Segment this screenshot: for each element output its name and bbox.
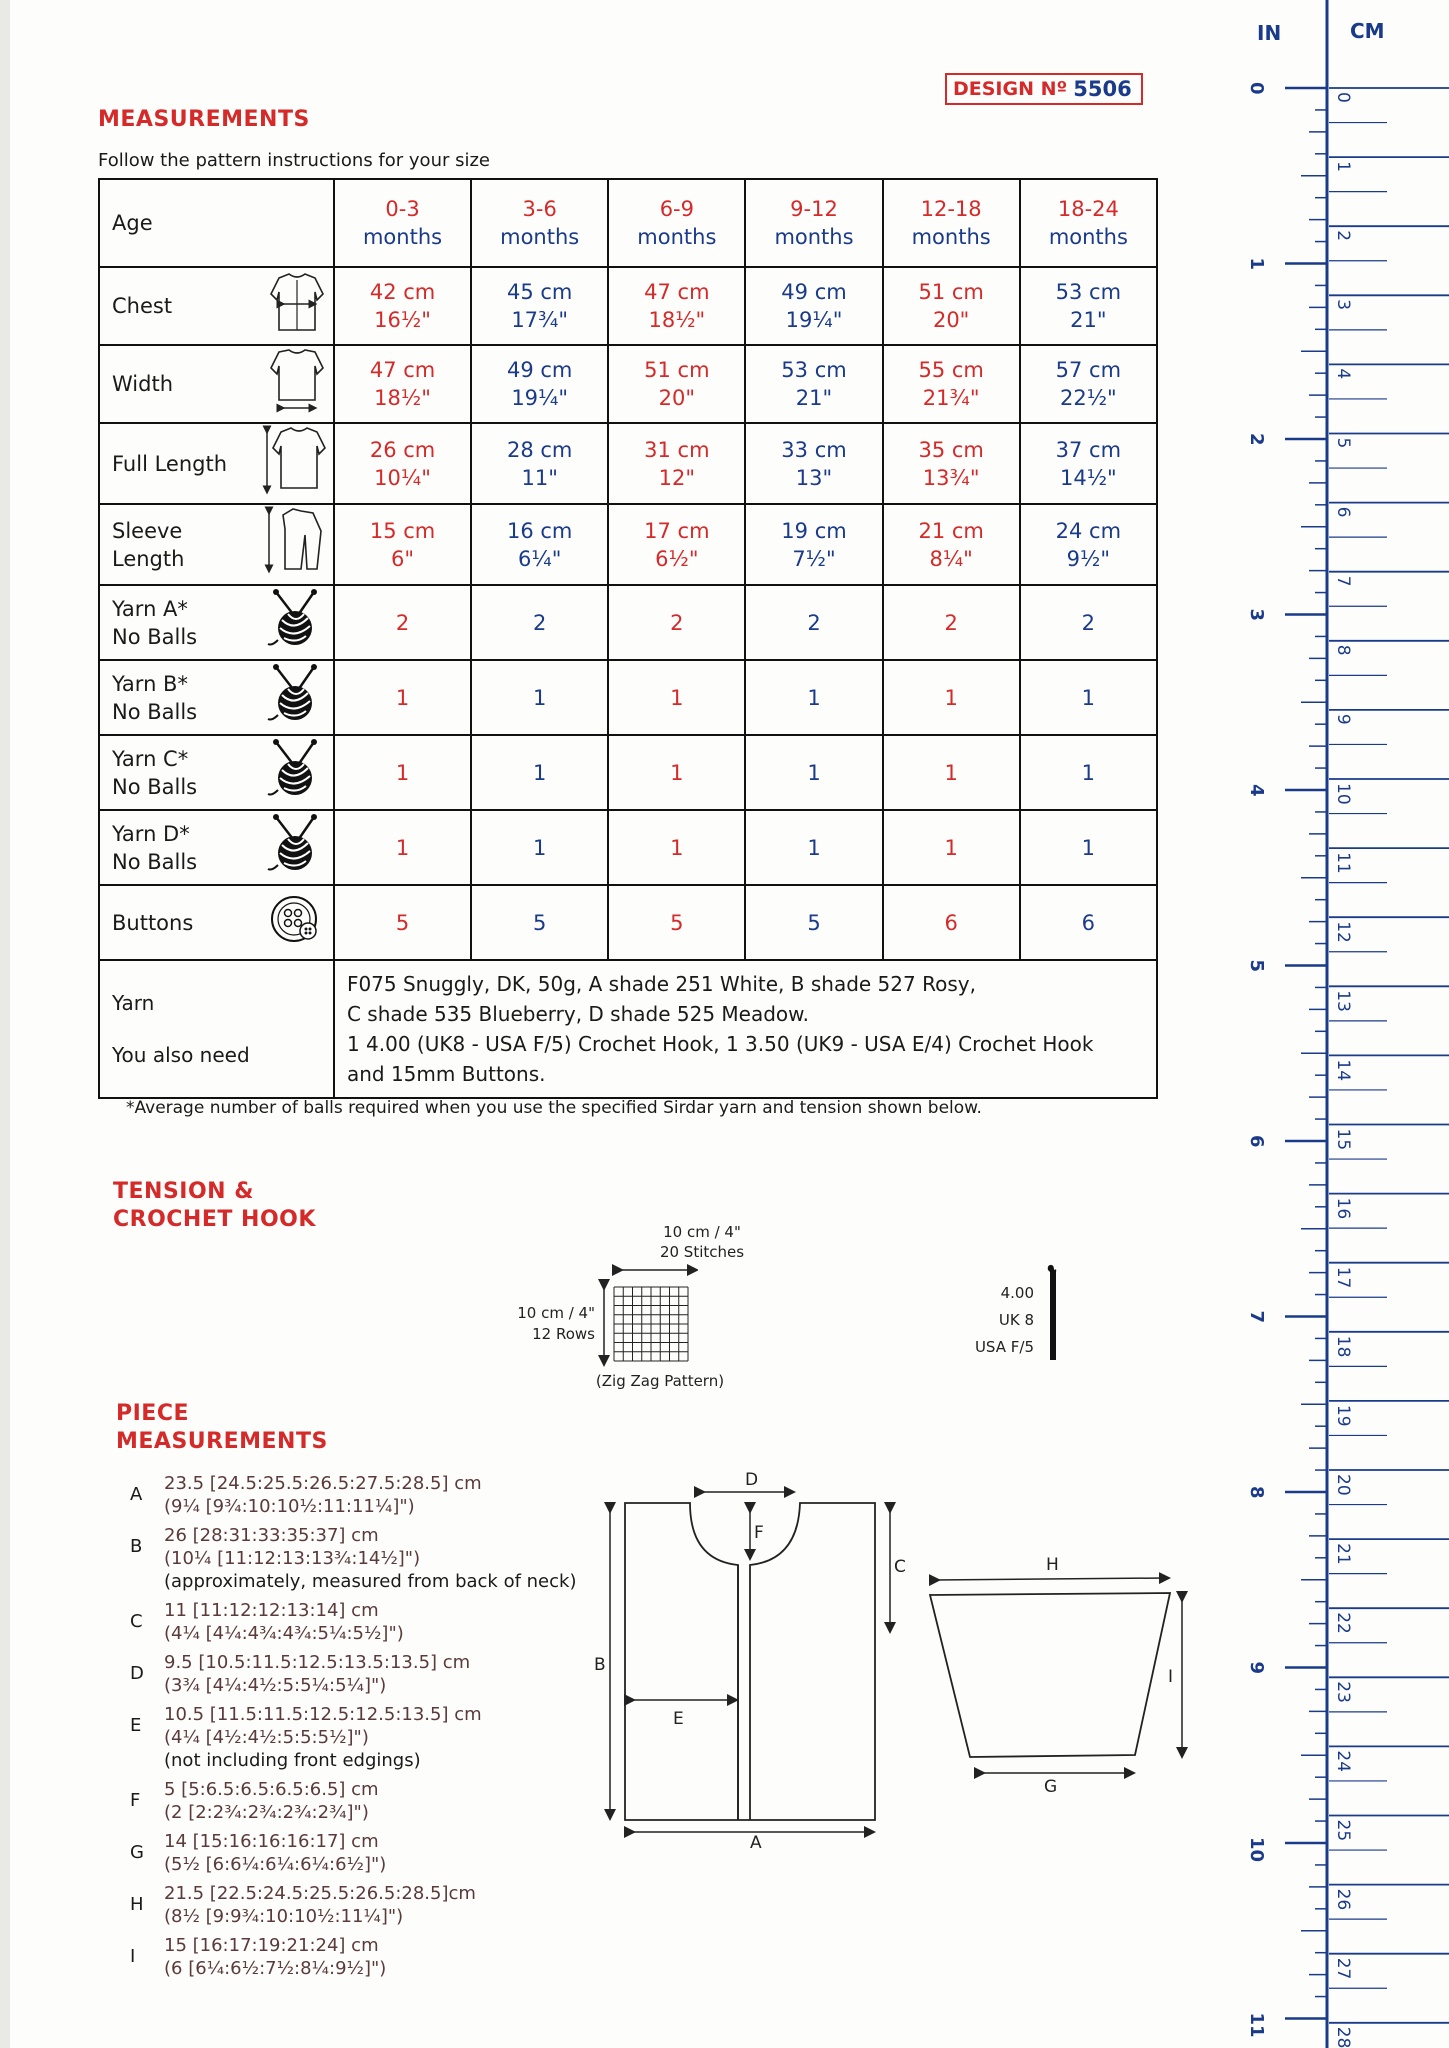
ruler-cm-number: 20: [1333, 1474, 1353, 1496]
value-cm: 51 cm: [644, 358, 710, 382]
sleeve-piece-diagram: [920, 1545, 1190, 1795]
diagram-label-d: D: [745, 1470, 759, 1490]
measurement-cell: [883, 267, 1020, 345]
value-inches: 13": [795, 465, 833, 490]
ruler-cm-number: 24: [1333, 1750, 1353, 1773]
value-inches: 9½": [1066, 546, 1111, 571]
tension-title-line-1: TENSION &: [113, 1179, 254, 1204]
measurements-table: [98, 178, 1158, 1099]
piece-measurement-item: [130, 1703, 600, 1772]
ruler-cm-number: 16: [1333, 1197, 1353, 1220]
row-label: Full Length: [99, 423, 259, 504]
ruler-inch-number: 11: [1246, 2012, 1267, 2038]
measurement-cell: [471, 345, 608, 423]
measurement-row: [99, 423, 1157, 504]
ruler-cm-number: 25: [1333, 1819, 1353, 1842]
size-range: 0-3: [385, 197, 420, 221]
measurement-cell: [745, 267, 882, 345]
yarn-balls-label: No Balls: [112, 849, 198, 874]
yarn-count-cell: 1: [608, 660, 745, 735]
piece-measurement-item: [130, 1830, 600, 1876]
measurement-cell: [1020, 345, 1157, 423]
yarn-count-cell: 2: [608, 585, 745, 660]
length-diagram-icon: [259, 423, 334, 504]
diagram-label-b: B: [594, 1655, 606, 1675]
design-number-box: [945, 73, 1143, 105]
hook-usa: USA F/5: [974, 1338, 1034, 1356]
yarn-ball-icon: [259, 585, 334, 660]
buttons-row: [99, 885, 1157, 960]
value-inches: 8¼": [929, 546, 973, 571]
piece-measurements-list: [130, 1472, 600, 1986]
design-label: DESIGN Nº: [953, 78, 1068, 100]
yarn-count-cell: 1: [745, 660, 882, 735]
piece-title-line-2: MEASUREMENTS: [116, 1429, 328, 1454]
yarn-row: [99, 810, 1157, 885]
yarn-count-cell: 2: [883, 585, 1020, 660]
button-icon: [259, 885, 334, 960]
tension-title-line-2: CROCHET HOOK: [113, 1207, 316, 1232]
size-unit: months: [637, 225, 717, 249]
yarn-count-cell: 1: [883, 660, 1020, 735]
measurement-row: [99, 267, 1157, 345]
yarn-count-cell: 2: [745, 585, 882, 660]
yarn-count-cell: 1: [1020, 660, 1157, 735]
size-header: [471, 179, 608, 267]
ruler-cm-number: 13: [1333, 990, 1353, 1012]
piece-value-in: (5½ [6:6¼:6¼:6¼:6½]"): [164, 1854, 387, 1875]
value-cm: 37 cm: [1055, 437, 1122, 462]
also-need-label: You also need: [112, 1043, 250, 1067]
value-inches: 11": [521, 465, 558, 490]
piece-measurement-item: [130, 1472, 600, 1518]
yarn-name: Yarn B*: [112, 671, 188, 696]
yarn-count-cell: 1: [334, 735, 471, 810]
piece-letter: I: [130, 1946, 136, 1967]
diagram-label-f: F: [754, 1523, 764, 1543]
buttons-count-cell: 5: [745, 885, 882, 960]
yarn-count-cell: 1: [334, 660, 471, 735]
size-header: [608, 179, 745, 267]
piece-value-in: (10¼ [11:12:13:13¾:14½]"): [164, 1548, 421, 1569]
piece-value-cm: 15 [16:17:19:21:24] cm: [164, 1935, 379, 1956]
yarn-count-cell: 1: [883, 810, 1020, 885]
measurement-cell: [745, 504, 882, 585]
diagram-label-h: H: [1046, 1555, 1059, 1575]
size-range: 6-9: [659, 197, 694, 221]
width-diagram-icon: [259, 345, 334, 423]
measurement-cell: [745, 423, 882, 504]
value-inches: 16½": [374, 308, 431, 332]
materials-line: F075 Snuggly, DK, 50g, A shade 251 White, B shade 527 Rosy,: [346, 972, 976, 996]
measurement-cell: [334, 267, 471, 345]
yarn-count-cell: 1: [745, 735, 882, 810]
piece-measurements-title: [116, 1400, 328, 1456]
value-inches: 6½": [655, 546, 699, 571]
ruler-in-label: IN: [1257, 21, 1282, 45]
diagram-label-i: I: [1168, 1667, 1174, 1687]
ruler-cm-label: CM: [1350, 19, 1385, 43]
value-cm: 17 cm: [644, 518, 710, 543]
piece-value-cm: 5 [5:6.5:6.5:6.5:6.5] cm: [164, 1779, 379, 1800]
ruler-cm-number: 26: [1333, 1888, 1353, 1911]
piece-letter: B: [130, 1536, 143, 1557]
diagram-label-a: A: [750, 1833, 762, 1853]
yarn-name: Yarn A*: [112, 596, 188, 621]
value-cm: 53 cm: [1055, 280, 1122, 304]
yarn-count-cell: 1: [334, 810, 471, 885]
ruler-inch-number: 2: [1246, 433, 1267, 446]
piece-letter: E: [130, 1715, 142, 1736]
value-cm: 16 cm: [506, 518, 573, 543]
size-range: 18-24: [1057, 197, 1119, 221]
size-unit: months: [774, 225, 854, 249]
value-inches: 13¾": [922, 465, 980, 490]
measurement-cell: [1020, 267, 1157, 345]
value-cm: 49 cm: [781, 280, 847, 304]
measurement-cell: [608, 267, 745, 345]
measurements-title: MEASUREMENTS: [98, 107, 310, 132]
value-inches: 18½": [648, 308, 706, 332]
ruler-inch-number: 1: [1246, 257, 1267, 271]
ruler-cm-number: 19: [1333, 1404, 1353, 1427]
size-header: [334, 179, 471, 267]
size-unit: months: [362, 225, 443, 249]
value-inches: 10¼": [374, 465, 431, 490]
value-cm: 33 cm: [781, 437, 847, 462]
value-cm: 35 cm: [918, 437, 984, 462]
yarn-count-cell: 2: [1020, 585, 1157, 660]
yarn-name: Yarn D*: [112, 821, 190, 846]
yarn-row: [99, 660, 1157, 735]
yarn-ball-icon: [259, 660, 334, 735]
value-cm: 15 cm: [369, 518, 436, 543]
ruler-cm-number: 18: [1333, 1335, 1353, 1358]
piece-value-in: (9¼ [9¾:10:10½:11:11¼]"): [164, 1496, 415, 1517]
row-label: Width: [99, 345, 259, 423]
size-unit: months: [1048, 225, 1128, 249]
piece-measurement-item: [130, 1651, 600, 1697]
yarn-label: [99, 810, 259, 885]
row-label: Chest: [99, 267, 259, 345]
value-inches: 17¾": [511, 308, 569, 332]
materials-line: and 15mm Buttons.: [346, 1062, 546, 1086]
value-inches: 21¾": [922, 386, 980, 410]
value-cm: 47 cm: [644, 280, 710, 304]
ruler-cm-number: 27: [1333, 1957, 1353, 1980]
yarn-row: [99, 585, 1157, 660]
tension-width-label: 10 cm / 4": [663, 1223, 741, 1241]
value-inches: 20": [658, 386, 696, 410]
materials-line: C shade 535 Blueberry, D shade 525 Meadow.: [346, 1002, 810, 1026]
ruler-cm-number: 12: [1333, 921, 1353, 943]
measurement-cell: [471, 504, 608, 585]
value-cm: 47 cm: [369, 358, 436, 382]
yarn-count-cell: 1: [745, 810, 882, 885]
measurement-cell: [883, 423, 1020, 504]
piece-value-cm: 14 [15:16:16:16:17] cm: [164, 1831, 379, 1852]
piece-value-cm: 9.5 [10.5:11.5:12.5:13.5:13.5] cm: [164, 1652, 471, 1673]
measurement-cell: [608, 423, 745, 504]
piece-title-line-1: PIECE: [116, 1401, 190, 1426]
ruler-cm-number: 5: [1333, 437, 1353, 449]
value-inches: 19¼": [511, 386, 569, 410]
measurement-cell: [1020, 423, 1157, 504]
measurement-row: [99, 504, 1157, 585]
yarn-ball-icon: [259, 810, 334, 885]
value-cm: 42 cm: [369, 280, 436, 304]
hook-size: 4.00: [1000, 1284, 1034, 1302]
ruler-cm-number: 6: [1333, 506, 1353, 518]
piece-value-note: (not including front edgings): [164, 1750, 421, 1771]
ruler-cm-number: 8: [1333, 644, 1353, 656]
yarn-balls-label: No Balls: [112, 699, 198, 724]
ruler-inch-number: 7: [1246, 1310, 1267, 1324]
yarn-count-cell: 2: [334, 585, 471, 660]
tension-swatch-diagram: [598, 1255, 698, 1375]
value-inches: 21": [1070, 308, 1107, 332]
ruler-inch-number: 5: [1246, 959, 1267, 973]
measurement-cell: [608, 345, 745, 423]
yarn-label: [99, 735, 259, 810]
measurement-cell: [334, 504, 471, 585]
ruler-inch-number: 8: [1246, 1486, 1267, 1499]
value-cm: 26 cm: [369, 437, 436, 462]
yarn-count-cell: 2: [471, 585, 608, 660]
yarn-count-cell: 1: [1020, 735, 1157, 810]
size-range: 3-6: [522, 197, 557, 221]
ruler-cm-number: 22: [1333, 1612, 1353, 1634]
yarn-count-cell: 1: [608, 810, 745, 885]
measurement-cell: [334, 345, 471, 423]
yarn-label: [99, 660, 259, 735]
yarn-count-cell: 1: [471, 735, 608, 810]
value-inches: 6": [391, 546, 415, 571]
piece-value-cm: 11 [11:12:12:13:14] cm: [164, 1600, 379, 1621]
size-header: [1020, 179, 1157, 267]
crochet-hook-icon: [1042, 1262, 1066, 1364]
size-range: 9-12: [790, 197, 838, 221]
ruler-inch-number: 6: [1246, 1135, 1267, 1148]
sleeve-diagram-icon: [259, 504, 334, 585]
value-inches: 22½": [1059, 386, 1117, 410]
ruler-cm-number: 10: [1333, 783, 1353, 805]
buttons-count-cell: 5: [471, 885, 608, 960]
value-inches: 20": [932, 308, 970, 332]
materials-text: [334, 960, 1157, 1098]
buttons-count-cell: 5: [334, 885, 471, 960]
yarn-balls-label: No Balls: [112, 774, 198, 799]
measurement-cell: [883, 345, 1020, 423]
measurement-cell: [745, 345, 882, 423]
value-cm: 55 cm: [918, 358, 984, 382]
value-cm: 51 cm: [918, 280, 984, 304]
row-label: Sleeve Length: [99, 504, 259, 585]
buttons-count-cell: 6: [1020, 885, 1157, 960]
piece-letter: H: [130, 1894, 144, 1915]
ruler-cm-number: 28: [1333, 2026, 1353, 2048]
hook-uk: UK 8: [998, 1311, 1034, 1329]
hook-labels: [958, 1280, 1034, 1361]
ruler-inch-number: 4: [1246, 784, 1267, 797]
buttons-count-cell: 5: [608, 885, 745, 960]
tension-height-label: 10 cm / 4": [517, 1304, 595, 1322]
value-cm: 45 cm: [506, 280, 573, 304]
ruler-inch-number: 0: [1246, 82, 1267, 95]
ruler-cm-number: 9: [1333, 713, 1353, 725]
value-cm: 24 cm: [1055, 518, 1122, 543]
value-inches: 7½": [792, 546, 836, 571]
yarn-row: [99, 735, 1157, 810]
ruler-cm-number: 23: [1333, 1681, 1353, 1703]
value-cm: 53 cm: [781, 358, 847, 382]
size-header: [883, 179, 1020, 267]
piece-value-in: (2 [2:2¾:2¾:2¾:2¾]"): [164, 1802, 369, 1823]
ruler-cm-number: 7: [1333, 575, 1353, 587]
piece-measurement-item: [130, 1934, 600, 1980]
diagram-label-g: G: [1044, 1777, 1058, 1795]
value-inches: 21": [795, 386, 833, 410]
ruler-cm-number: 3: [1333, 299, 1353, 311]
yarn-name: Yarn C*: [112, 746, 189, 771]
piece-measurement-item: [130, 1599, 600, 1645]
measurement-cell: [471, 423, 608, 504]
value-inches: 14½": [1059, 465, 1117, 490]
value-inches: 18½": [374, 386, 431, 410]
piece-value-in: (6 [6¼:6½:7½:8¼:9½]"): [164, 1958, 387, 1979]
ruler-cm-number: 4: [1333, 368, 1353, 380]
tension-rows: 12 Rows: [532, 1325, 595, 1343]
piece-letter: D: [130, 1663, 144, 1684]
ruler-cm-number: 17: [1333, 1266, 1353, 1289]
ruler-cm-number: 1: [1333, 161, 1353, 172]
piece-value-in: (4¼ [4¼:4¾:4¾:5¼:5½]"): [164, 1623, 404, 1644]
value-cm: 28 cm: [506, 437, 573, 462]
size-range: 12-18: [920, 197, 982, 221]
piece-value-cm: 23.5 [24.5:25.5:26.5:27.5:28.5] cm: [164, 1473, 482, 1494]
piece-value-in: (3¾ [4¼:4½:5:5¼:5¼]"): [164, 1675, 387, 1696]
ruler-cm-number: 21: [1333, 1543, 1353, 1565]
yarn-section-label: Yarn: [112, 991, 155, 1015]
value-cm: 21 cm: [918, 518, 984, 543]
ruler-cm-number: 11: [1333, 852, 1353, 874]
value-cm: 19 cm: [781, 518, 847, 543]
tension-title: [113, 1178, 316, 1234]
measurements-subtitle: Follow the pattern instructions for your size: [98, 150, 491, 171]
measurement-cell: [334, 423, 471, 504]
piece-measurement-item: [130, 1524, 600, 1593]
piece-letter: A: [130, 1484, 143, 1505]
value-cm: 57 cm: [1055, 358, 1122, 382]
value-inches: 12": [658, 465, 696, 490]
buttons-count-cell: 6: [883, 885, 1020, 960]
piece-value-cm: 10.5 [11.5:11.5:12.5:12.5:13.5] cm: [164, 1704, 482, 1725]
ruler-cm-number: 14: [1333, 1059, 1353, 1082]
yarn-count-cell: 1: [1020, 810, 1157, 885]
measurement-cell: [608, 504, 745, 585]
piece-measurement-item: [130, 1882, 600, 1928]
page-edge: [0, 0, 10, 2048]
piece-letter: C: [130, 1611, 143, 1632]
ruler-inch-number: 3: [1246, 608, 1267, 622]
value-cm: 31 cm: [644, 437, 710, 462]
yarn-ball-icon: [259, 735, 334, 810]
body-piece-diagram: [590, 1460, 910, 1860]
measurement-cell: [471, 267, 608, 345]
row-label-age: Age: [99, 179, 259, 267]
piece-value-in: (8½ [9:9¾:10:10½:11¼]"): [164, 1906, 404, 1927]
tension-pattern-label: (Zig Zag Pattern): [595, 1372, 725, 1390]
measurement-cell: [1020, 504, 1157, 585]
piece-letter: F: [130, 1790, 141, 1811]
diagram-label-e: E: [673, 1709, 684, 1729]
piece-letter: G: [130, 1842, 144, 1863]
diagram-label-c: C: [894, 1557, 906, 1577]
yarn-label: [99, 585, 259, 660]
tension-stitches: 20 Stitches: [659, 1243, 745, 1261]
footnote: *Average number of balls required when you use the specified Sirdar yarn and tension shown below.: [126, 1098, 982, 1118]
measuring-ruler: [1205, 0, 1449, 2048]
measurement-row: [99, 345, 1157, 423]
buttons-label: Buttons: [99, 885, 259, 960]
design-number: 5506: [1073, 77, 1132, 101]
yarn-count-cell: 1: [883, 735, 1020, 810]
materials-row: [99, 960, 1157, 1098]
yarn-count-cell: 1: [471, 660, 608, 735]
yarn-balls-label: No Balls: [112, 624, 198, 649]
materials-labels: [99, 960, 334, 1098]
materials-line: 1 4.00 (UK8 - USA F/5) Crochet Hook, 1 3.50 (UK9 - USA E/4) Crochet Hook: [346, 1032, 1094, 1056]
ruler-cm-number: 0: [1333, 92, 1353, 103]
ruler-cm-number: 2: [1333, 230, 1353, 242]
chest-diagram-icon: [259, 267, 334, 345]
piece-value-cm: 26 [28:31:33:35:37] cm: [164, 1525, 379, 1546]
yarn-count-cell: 1: [608, 735, 745, 810]
piece-measurement-item: [130, 1778, 600, 1824]
value-inches: 19¼": [785, 308, 843, 332]
ruler-inch-number: 9: [1246, 1661, 1267, 1675]
size-unit: months: [911, 225, 991, 249]
age-row: [99, 179, 1157, 267]
measurement-cell: [883, 504, 1020, 585]
yarn-count-cell: 1: [471, 810, 608, 885]
size-unit: months: [500, 225, 580, 249]
value-cm: 49 cm: [506, 358, 573, 382]
piece-value-note: (approximately, measured from back of neck): [164, 1571, 577, 1592]
piece-value-cm: 21.5 [22.5:24.5:25.5:26.5:28.5]cm: [164, 1883, 476, 1904]
ruler-cm-number: 15: [1333, 1128, 1353, 1151]
ruler-inch-number: 10: [1246, 1837, 1267, 1863]
piece-value-in: (4¼ [4½:4½:5:5:5½]"): [164, 1727, 369, 1748]
value-inches: 6¼": [518, 546, 562, 571]
size-header: [745, 179, 882, 267]
tension-height-labels: [500, 1303, 595, 1345]
